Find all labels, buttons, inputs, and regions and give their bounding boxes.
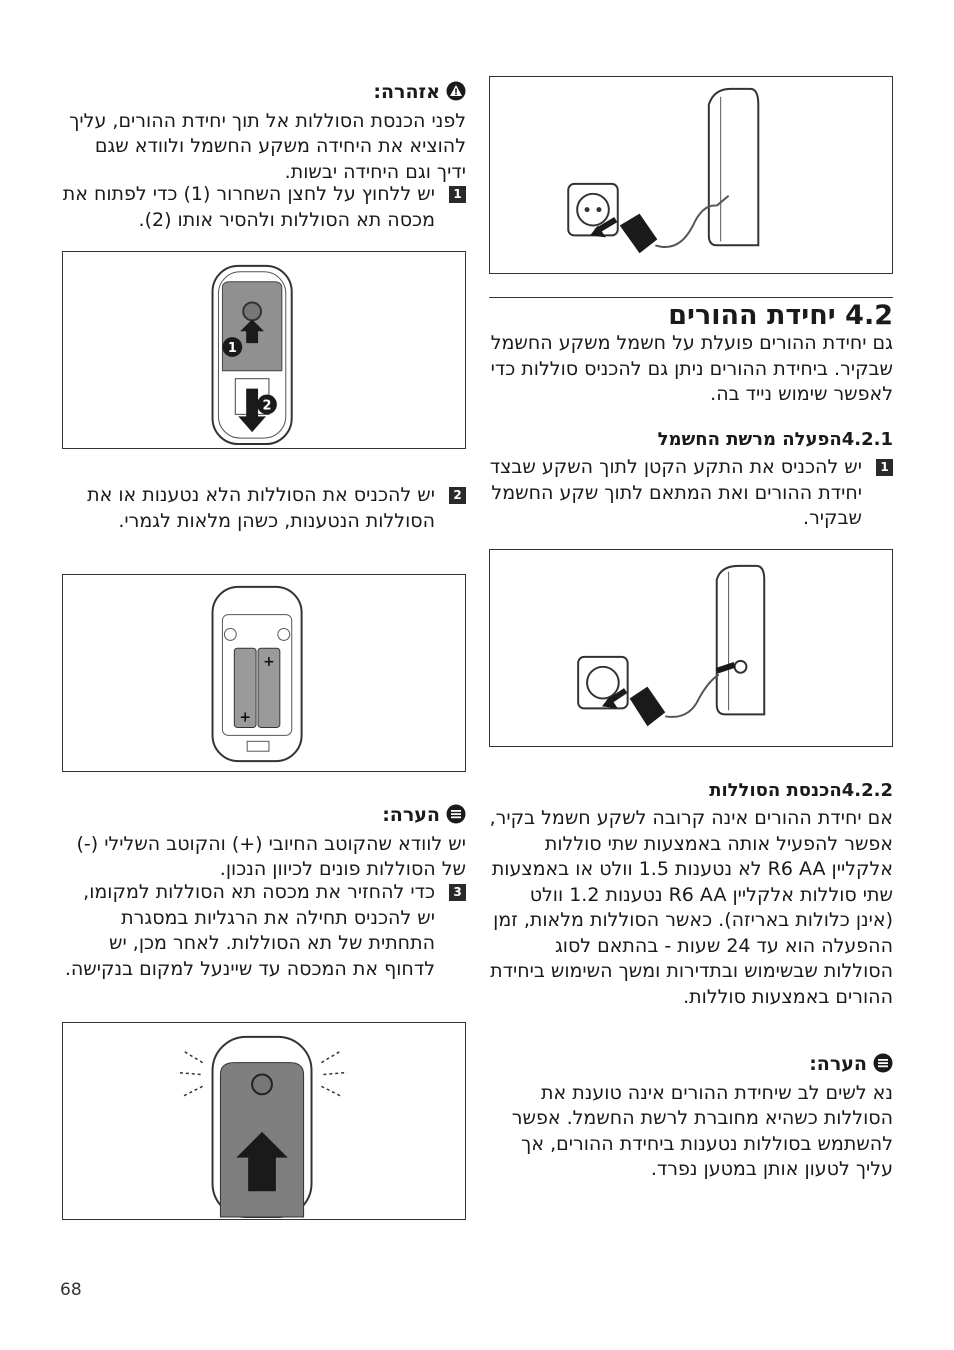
step-number-badge: 3 — [449, 884, 466, 901]
svg-text:+: + — [263, 654, 275, 671]
subsection-title: הפעלה מרשת החשמל — [657, 429, 842, 450]
step-number-badge: 1 — [876, 459, 893, 476]
step-text: יש ללחוץ על לחצן השחרור (1) כדי לפתוח את מכסה תא הסוללות ולהסיר אותו (2). — [62, 183, 435, 231]
left-note-block — [62, 803, 466, 883]
note-icon — [873, 1053, 893, 1081]
warning-icon — [446, 81, 466, 109]
step-number-badge: 1 — [449, 186, 466, 203]
step-number-badge: 2 — [449, 487, 466, 504]
section-heading — [489, 300, 893, 332]
note-title: הערה: — [382, 804, 440, 826]
warning-heading — [62, 80, 466, 109]
warning-title: אזהרה: — [373, 81, 440, 103]
svg-text:+: + — [239, 709, 251, 726]
figure-open-battery-cover — [62, 251, 466, 449]
warning-text: לפני הכנסת הסוללות אל תוך יחידת ההורים, עליך להוציא את היחידה משקע החשמל ולוודא שגם ידיך וגם היחידה יבשות. — [69, 109, 466, 183]
note-icon — [446, 804, 466, 832]
callout-1: 1 — [227, 340, 237, 356]
subsection-4-2-1-heading — [489, 429, 893, 450]
figure-wall-adapter-top — [489, 76, 893, 274]
section-title: יחידת ההורים — [668, 300, 836, 331]
page-number: 68 — [60, 1280, 82, 1300]
right-note-block — [489, 1052, 893, 1183]
subsection-number: 4.2.2 — [841, 780, 893, 801]
left-step-3 — [62, 880, 466, 982]
subsection-4-2-2-text: אם יחידת ההורים אינה קרובה לשקע חשמל בקיר, אפשר להפעיל אותה באמצעות שתי סוללות אלקליין R6 AA לא נטענות 1.5 וולט או באמצעות שתי סוללות אלקליין R6 AA נטענות 1.2 וולט (אינן כלולות באריזה). כאשר הסוללות מלאות, זמן ההפעלה הוא עד 24 שעות - בהתאם לסוג הסוללות שבשימוש ובתדירות ומשך השימוש ביחידת ההורים באמצעות סוללות. — [489, 807, 893, 1008]
section-divider — [489, 297, 893, 298]
note-heading — [489, 1052, 893, 1081]
note-text: יש לוודא שהקוטב החיובי (+) והקוטב השלילי (-) של הסוללות פונים לכיוון הנכון. — [76, 832, 466, 880]
right-step-1 — [489, 455, 893, 532]
subsection-4-2-2-heading — [489, 780, 893, 801]
step-text: יש להכניס את התקע הקטן לתוך השקע שבצד יחידת ההורים ואת המתאם לתוך שקע החשמל שבקיר. — [489, 456, 862, 529]
left-step-1 — [62, 182, 466, 233]
note-title: הערה: — [809, 1053, 867, 1075]
callout-2: 2 — [262, 398, 272, 414]
section-number: 4.2 — [845, 300, 893, 331]
warning-block — [62, 80, 466, 185]
figure-close-battery-cover — [62, 1022, 466, 1220]
note-heading — [62, 803, 466, 832]
step-text: יש להכניס את הסוללות הלא נטענות או את הסוללות הנטענות, כשהן מלאות לגמרי. — [87, 484, 435, 532]
subsection-number: 4.2.1 — [841, 429, 893, 450]
figure-connect-adapter — [489, 549, 893, 747]
subsection-title: הכנסת הסוללות — [709, 780, 842, 801]
step-text: כדי להחזיר את מכסה תא הסוללות למקומו, יש להכניס תחילה את הרגליות במסגרת התחתית של תא הסוללות. לאחר מכן, יש לדחוף את המכסה עד שיינעל למקום בנקישה. — [64, 881, 435, 980]
section-intro: גם יחידת ההורים פועלת על חשמל משקע החשמל שבקיר. ביחידת ההורים ניתן גם להכניס סוללות כדי לאפשר שימוש נייד בה. — [490, 332, 893, 405]
left-step-2 — [62, 483, 466, 534]
note-text: נא לשים לב שיחידת ההורים אינה טוענת את הסוללות כשהיא מחוברת לרשת החשמל. אפשר להשתמש בסוללות נטענות ביחידת ההורים, אך עליך לטעון אותן במטען נפרד. — [511, 1081, 893, 1180]
figure-batteries-inserted — [62, 574, 466, 772]
